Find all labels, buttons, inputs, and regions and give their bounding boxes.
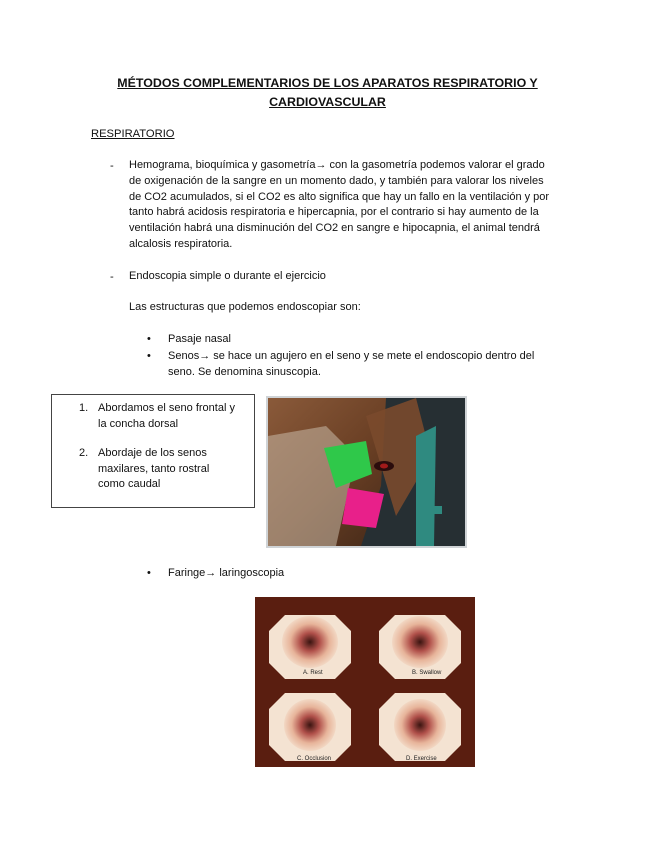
caption-rest: A. Rest [303,670,323,676]
approach-box [51,394,255,508]
text-line: tanto habrá acidosis respiratoria e hipercapnia, por el contrario si hay aumento de la [129,206,539,219]
bullet-marker: • [147,333,151,345]
text-line: Senos→ se hace un agujero en el seno y se mete el endoscopio dentro del [168,350,535,362]
dash-marker: - [110,160,114,172]
bullet-pasaje-nasal: Pasaje nasal [168,333,231,345]
text-line: Abordaje de los senos [98,447,207,459]
list-number: 1. [79,402,89,414]
text-line: de oxigenación de la sangre en un momento dado, y también para valorar los niveles [129,174,544,187]
text-line: Abordamos el seno frontal y [98,402,235,414]
section-heading: RESPIRATORIO [91,128,175,140]
text-line: ventilación habrá una disminución del CO2 en sangre e hipocapnia, el animal tendrá [129,222,540,235]
bullet-senos [168,349,565,381]
caption-exercise: D. Exercise [406,756,437,762]
caption-swallow: B. Swallow [412,670,442,676]
text-line: alcalosis respiratoria. [129,237,233,250]
bullet-marker: • [147,567,151,579]
bullet-marker: • [147,350,151,362]
hemograma-paragraph [129,158,566,253]
endoscopia-line: Endoscopia simple o durante el ejercicio [129,270,326,282]
approach-list [52,401,254,493]
list-item [52,446,254,493]
laryngoscopy-photo [255,597,475,767]
list-number: 2. [79,447,89,459]
text-line: maxilares, tanto rostral [98,462,210,475]
text-line: como caudal [98,478,161,490]
page-title [60,74,595,112]
dash-marker: - [110,271,114,283]
title-line-1: MÉTODOS COMPLEMENTARIOS DE LOS APARATOS RESPIRATORIO Y [117,76,538,90]
panel-occlusion [269,693,351,761]
text-line: Hemograma, bioquímica y gasometría→ con la gasometría podemos valorar el grado [129,159,545,171]
horse-sinus-photo [266,396,467,548]
panel-exercise [379,693,461,761]
text-line: seno. Se denomina sinuscopia. [168,365,321,378]
text-line: de CO2 acumulados, si el CO2 es alto significa que hay un fallo en la ventilación y por [129,190,550,203]
text-line: la concha dorsal [98,417,179,430]
caption-occlusion: C. Occlusion [297,756,332,762]
title-line-2: CARDIOVASCULAR [269,95,386,109]
structures-intro: Las estructuras que podemos endoscopiar son: [129,301,361,313]
list-item [52,401,254,432]
bullet-faringe: Faringe→ laringoscopia [168,567,285,579]
